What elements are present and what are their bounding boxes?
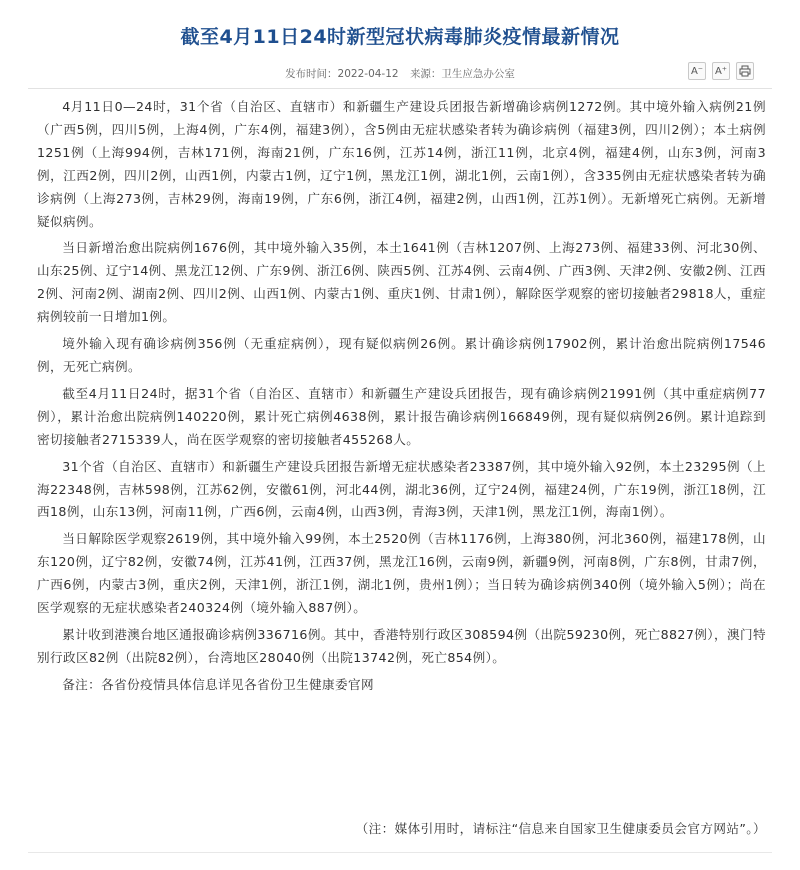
paragraph-hk-macao-taiwan: 累计收到港澳台地区通报确诊病例336716例。其中，香港特别行政区308594例（出院59230例，死亡8827例），澳门特别行政区82例（出院82例），台湾地区28040例（出院13742例，死亡854例）。 — [37, 626, 766, 665]
paragraph-asymptomatic: 31个省（自治区、直辖市）和新疆生产建设兵团报告新增无症状感染者23387例，其中境外输入92例，本土23295例（上海22348例，吉林598例，江苏62例，安徽61例，河北44例，湖北36例，辽宁24例，福建24例，广东19例，浙江18例，江西18例，山东13例，河南11例，广西6例，云南4例，山西3例，青海3例，天津1例，黑龙江1例，海南1例）。 — [37, 458, 766, 520]
paragraph-cumulative: 截至4月11日24时，据31个省（自治区、直辖市）和新疆生产建设兵团报告，现有确诊病例21991例（其中重症病例77例），累计治愈出院病例140220例，累计死亡病例4638例，累计报告确诊病例166849例，现有疑似病例26例。累计追踪到密切接触者2715339人，尚在医学观察的密切接触者455268人。 — [37, 385, 766, 447]
page-title: 截至4月11日24时新型冠状病毒肺炎疫情最新情况 — [180, 26, 620, 48]
article-body — [37, 96, 766, 701]
print-button[interactable] — [736, 62, 754, 80]
footer-divider — [28, 852, 772, 853]
font-decrease-button[interactable]: A⁻ — [688, 62, 706, 80]
paragraph-remark: 备注：各省份疫情具体信息详见各省份卫生健康委官网 — [62, 676, 375, 692]
article-toolbar — [688, 62, 754, 80]
paragraph-recovered: 当日新增治愈出院病例1676例，其中境外输入35例，本土1641例（吉林1207例、上海273例、福建33例、河北30例、山东25例、辽宁14例、黑龙江12例、广东9例、浙江6例、陕西5例、江苏4例、云南4例、广西3例、天津2例、安徽2例、江西2例、河南2例、湖南2例、四川2例、山西1例、内蒙古1例、重庆1例、甘肃1例），解除医学观察的密切接触者29818人，重症病例较前一日增加1例。 — [37, 240, 766, 325]
article-meta — [0, 66, 800, 81]
font-increase-button[interactable]: A⁺ — [712, 62, 730, 80]
media-citation-note: （注：媒体引用时，请标注“信息来自国家卫生健康委员会官方网站”。） — [355, 821, 766, 836]
paragraph-imported: 境外输入现有确诊病例356例（无重症病例），现有疑似病例26例。累计确诊病例17902例，累计治愈出院病例17546例，无死亡病例。 — [37, 336, 766, 374]
paragraph-released: 当日解除医学观察2619例，其中境外输入99例，本土2520例（吉林1176例，上海380例，河北360例，福建178例，山东120例，辽宁82例，安徽74例，江苏41例，江西37例，黑龙江16例，云南9例，新疆9例，河南8例，广东8例，甘肃7例，广西6例，内蒙古3例，重庆2例，天津1例，浙江1例，湖北1例，贵州1例）；当日转为确诊病例340例（境外输入5例）；尚在医学观察的无症状感染者240324例（境外输入887例）。 — [37, 531, 766, 616]
publish-date: 发布时间：2022-04-12 — [285, 68, 399, 80]
header-divider — [28, 88, 772, 89]
article-source: 来源：卫生应急办公室 — [409, 68, 515, 80]
printer-icon — [739, 65, 751, 77]
paragraph-new-cases: 4月11日0—24时，31个省（自治区、直辖市）和新疆生产建设兵团报告新增确诊病例1272例。其中境外输入病例21例（广西5例，四川5例，上海4例，广东4例，福建3例），含5例由无症状感染者转为确诊病例（福建3例，四川2例）；本土病例1251例（上海994例，吉林171例，海南21例，广东16例，江苏14例，浙江11例，北京4例，福建4例，山东3例，河南3例，江西2例，四川2例，山西1例，内蒙古1例，辽宁1例，黑龙江1例，湖北1例，云南1例），含335例由无症状感染者转为确诊病例（上海273例，吉林29例，海南19例，广东6例，浙江4例，福建2例，山西1例，江苏1例）。无新增死亡病例。无新增疑似病例。 — [37, 99, 767, 229]
